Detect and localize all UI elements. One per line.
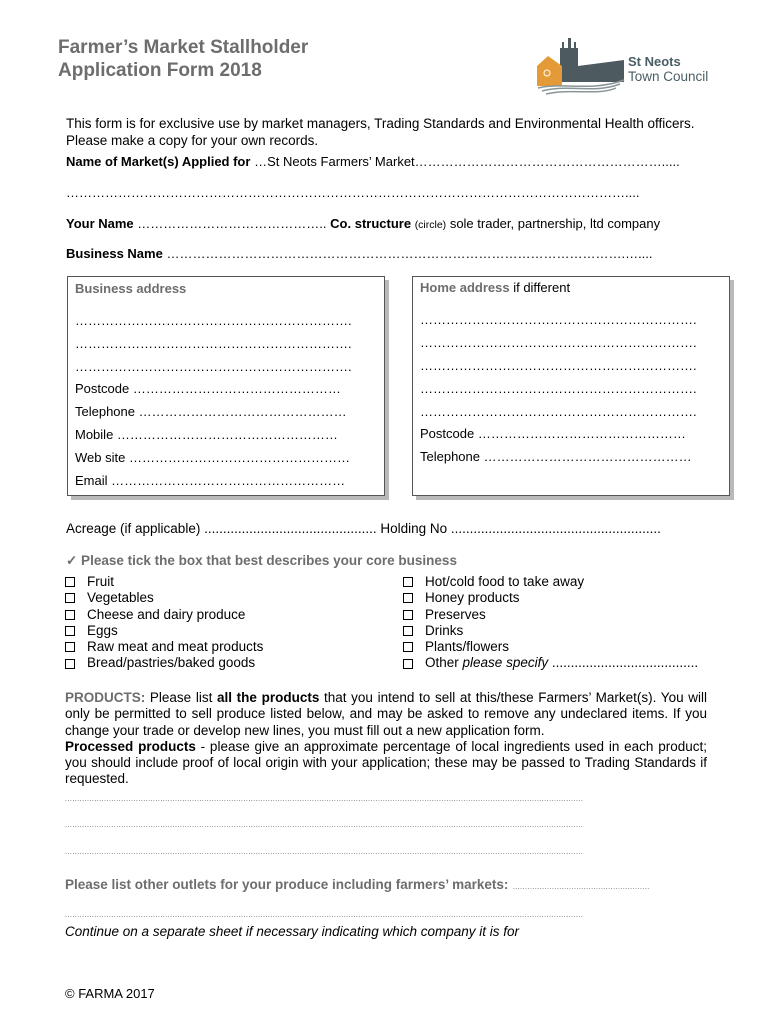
- checkbox-box[interactable]: [65, 577, 75, 587]
- checkbox-label: Plants/flowers: [425, 639, 510, 655]
- checkbox-box[interactable]: [65, 626, 75, 636]
- logo-line-2: Town Council: [628, 69, 709, 84]
- business-name-label: Business Name: [66, 246, 163, 261]
- checkbox-box[interactable]: [403, 577, 413, 587]
- outlets-entry-line[interactable]: ....................................................................................................................................................................................................................: [65, 912, 584, 919]
- intro-text: This form is for exclusive use by market managers, Trading Standards and Environmental Health officers. Please make a copy for your own records.: [66, 116, 695, 148]
- business-mobile-field[interactable]: Mobile ……………………………………………: [75, 427, 338, 442]
- products-entry-line-3[interactable]: ....................................................................................................................................................................................................................: [65, 849, 584, 856]
- outlets-field[interactable]: ........................................................: [512, 884, 650, 891]
- your-name-field[interactable]: ……………………………………..: [137, 216, 327, 231]
- your-name-label: Your Name: [66, 216, 134, 231]
- checkbox-box[interactable]: [65, 659, 75, 669]
- business-email-field[interactable]: Email ………………………………………………: [75, 473, 346, 488]
- processed-products-label: Processed products: [65, 738, 196, 754]
- business-type-right-list: [403, 574, 698, 672]
- business-website-field[interactable]: Web site ……………………………………………: [75, 450, 350, 465]
- products-paragraph: [65, 690, 707, 788]
- checkbox-label: Cheese and dairy produce: [87, 606, 246, 622]
- logo-text: [628, 54, 708, 84]
- title-line-2: Application Form 2018: [58, 60, 262, 81]
- home-address-heading-rest: if different: [509, 280, 571, 295]
- business-address-line-1[interactable]: ……………………………………………………….: [75, 313, 352, 328]
- checkbox-box[interactable]: [403, 642, 413, 652]
- checkbox-label: Drinks: [425, 622, 464, 638]
- structure-hint: (circle): [414, 219, 447, 231]
- checkbox-raw-meat[interactable]: [65, 639, 263, 655]
- checkbox-label: Hot/cold food to take away: [425, 574, 585, 589]
- outlets-label: Please list other outlets for your produce including farmers’ markets:: [65, 877, 509, 892]
- market-continuation[interactable]: …………………………………………………………………………………………………………………....: [66, 185, 640, 200]
- checkbox-drinks[interactable]: [403, 623, 698, 639]
- footer-copyright: © FARMA 2017: [65, 986, 155, 1001]
- home-address-line-4[interactable]: ……………………………………………………….: [420, 381, 697, 396]
- home-address-line-5[interactable]: ……………………………………………………….: [420, 404, 697, 419]
- checkbox-box[interactable]: [403, 593, 413, 603]
- name-row: [66, 216, 660, 231]
- business-address-line-3[interactable]: ……………………………………………………….: [75, 359, 352, 374]
- structure-options[interactable]: sole trader, partnership, ltd company: [449, 216, 661, 231]
- checkbox-label: Raw meat and meat products: [87, 639, 264, 655]
- products-text-2: that you intend to sell at this/these Farmers’ Market(s). You will only be permitted to sell produce listed below, and may be asked to remove any undeclared items. If you change your trade or develop new lines, you must fill out a new application form.: [65, 690, 707, 738]
- products-label: PRODUCTS:: [65, 690, 146, 705]
- products-entry-line-2[interactable]: ....................................................................................................................................................................................................................: [65, 822, 584, 829]
- processed-products-text: - please give an approximate percentage of local ingredients used in each product; you should include proof of local origin with your application; these may be passed to Trading Standards if requested.: [65, 738, 708, 787]
- home-postcode-field[interactable]: Postcode …………………………………………: [420, 426, 686, 441]
- business-address-line-2[interactable]: ……………………………………………………….: [75, 336, 352, 351]
- outlets-row: [65, 876, 650, 894]
- checkbox-bread-pastries[interactable]: [65, 655, 263, 671]
- home-address-heading: [420, 280, 570, 295]
- business-type-left-list: [65, 574, 263, 672]
- checkbox-box[interactable]: [65, 593, 75, 603]
- home-telephone-field[interactable]: Telephone …………………………………………: [420, 449, 692, 464]
- checkbox-label: Bread/pastries/baked goods: [87, 655, 256, 671]
- checkbox-label: Eggs: [87, 622, 118, 638]
- form-title: [58, 36, 308, 82]
- business-address-heading: Business address: [75, 281, 187, 296]
- business-type-heading: ✓ Please tick the box that best describes your core business: [66, 553, 457, 568]
- checkbox-plants-flowers[interactable]: [403, 639, 698, 655]
- products-bold-text: all the products: [217, 690, 320, 705]
- checkbox-cheese-dairy[interactable]: [65, 607, 263, 623]
- home-address-heading-bold: Home address: [420, 280, 510, 295]
- checkbox-label: Fruit: [87, 574, 114, 589]
- business-name-field[interactable]: …………………………………………………………………………………………….…....: [166, 246, 653, 261]
- continue-note: Continue on a separate sheet if necessary indicating which company it is for: [65, 924, 519, 939]
- business-name-row: [66, 246, 653, 261]
- checkbox-label: Preserves: [425, 606, 486, 622]
- checkbox-box[interactable]: [403, 610, 413, 620]
- checkbox-label: Honey products: [425, 590, 520, 606]
- checkbox-other[interactable]: [403, 655, 698, 671]
- title-line-1: Farmer’s Market Stallholder: [58, 37, 309, 58]
- products-text-1: Please list: [145, 690, 218, 705]
- checkbox-eggs[interactable]: [65, 623, 263, 639]
- market-row: [66, 154, 680, 169]
- home-address-line-3[interactable]: ……………………………………………………….: [420, 358, 697, 373]
- checkbox-hot-cold-food[interactable]: [403, 574, 698, 590]
- checkbox-box[interactable]: [65, 610, 75, 620]
- checkbox-fruit[interactable]: [65, 574, 263, 590]
- checkbox-honey[interactable]: [403, 590, 698, 606]
- home-address-line-2[interactable]: ……………………………………………………….: [420, 335, 697, 350]
- business-telephone-field[interactable]: Telephone …………………………………………: [75, 404, 347, 419]
- checkbox-label: Vegetables: [87, 590, 154, 606]
- checkbox-vegetables[interactable]: [65, 590, 263, 606]
- checkbox-box[interactable]: [403, 659, 413, 669]
- business-postcode-field[interactable]: Postcode …………………………………………: [75, 381, 341, 396]
- home-address-line-1[interactable]: ……………………………………………………….: [420, 312, 697, 327]
- other-hint: please specify: [462, 655, 549, 671]
- checkbox-box[interactable]: [65, 642, 75, 652]
- acreage-holding-row[interactable]: Acreage (if applicable) .............................................. Holding No ........................................................: [66, 521, 661, 536]
- structure-label: Co. structure: [330, 216, 412, 231]
- products-entry-line-1[interactable]: ....................................................................................................................................................................................................................: [65, 796, 584, 803]
- checkbox-label: Other: [425, 655, 459, 671]
- other-specify-field[interactable]: .......................................: [551, 655, 699, 671]
- logo-line-1: St Neots: [628, 54, 681, 69]
- checkbox-preserves[interactable]: [403, 607, 698, 623]
- checkbox-box[interactable]: [403, 626, 413, 636]
- market-value[interactable]: …St Neots Farmers’ Market………………………………………………….....: [254, 154, 680, 169]
- market-label: Name of Market(s) Applied for: [66, 154, 251, 169]
